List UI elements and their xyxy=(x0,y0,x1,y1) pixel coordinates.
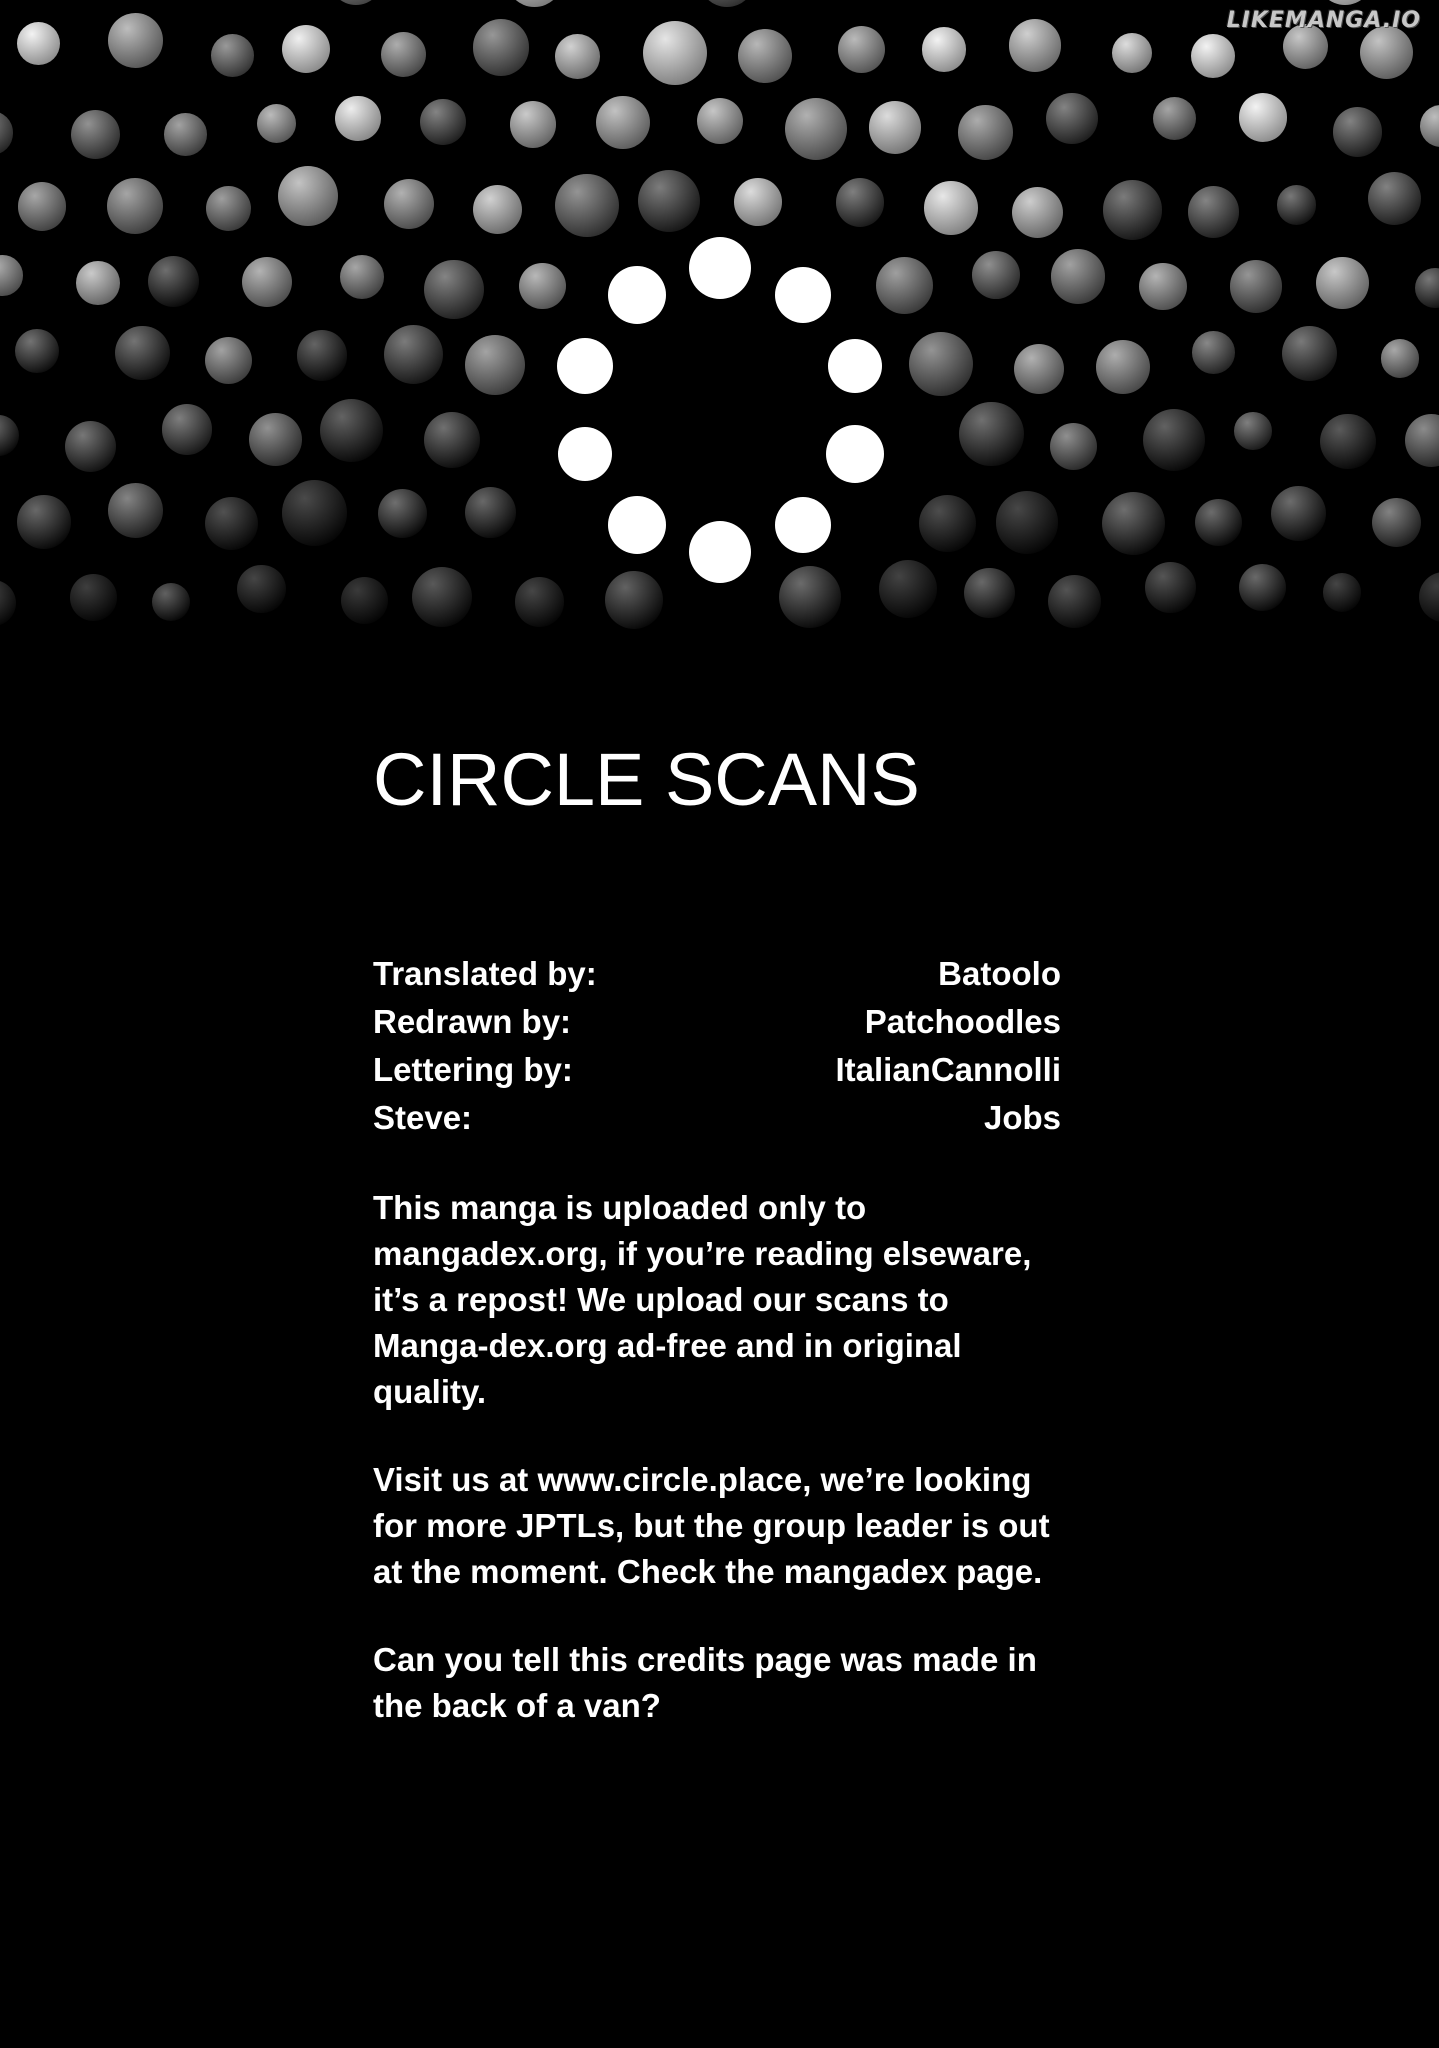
page-title: CIRCLE SCANS xyxy=(373,738,920,821)
credit-role: Steve: xyxy=(373,1099,473,1136)
credit-name: Patchoodles xyxy=(864,1003,1061,1040)
credit-row xyxy=(373,1094,1061,1142)
credit-role: Redrawn by: xyxy=(373,1003,572,1040)
credits-list xyxy=(373,950,1061,1142)
credit-role: Translated by: xyxy=(373,955,597,992)
logo-ring-dot xyxy=(689,237,751,299)
credit-role: Lettering by: xyxy=(373,1051,573,1088)
logo-ring-dot xyxy=(558,427,612,481)
body-paragraph: Can you tell this credits page was made in the back of a van? xyxy=(373,1641,1037,1724)
logo-ring-dot xyxy=(608,496,666,554)
logo-ring-dot xyxy=(775,267,831,323)
credit-row xyxy=(373,998,1061,1046)
logo-ring-dot xyxy=(826,425,884,483)
logo-ring-dot xyxy=(557,338,613,394)
logo-ring-dot xyxy=(608,266,666,324)
logo-ring-dot xyxy=(775,497,831,553)
circle-logo-ring xyxy=(0,0,1439,700)
credit-name: Batoolo xyxy=(938,955,1061,992)
body-paragraph: This manga is uploaded only to mangadex.org, if you’re reading elseware, it’s a repost! We upload our scans to Manga-dex.org ad-free and in original quality. xyxy=(373,1189,1032,1410)
body-paragraph: Visit us at www.circle.place, we’re looking for more JPTLs, but the group leader is out at the moment. Check the mangadex page. xyxy=(373,1461,1050,1590)
credit-row xyxy=(373,950,1061,998)
logo-ring-dot xyxy=(689,521,751,583)
credit-row xyxy=(373,1046,1061,1094)
logo-ring-dot xyxy=(828,339,882,393)
credit-name: Jobs xyxy=(983,1099,1061,1136)
credits-body-text xyxy=(373,1185,1073,1729)
site-watermark: LIKEMANGA.IO xyxy=(1226,8,1421,33)
credit-name: ItalianCannolli xyxy=(835,1051,1061,1088)
